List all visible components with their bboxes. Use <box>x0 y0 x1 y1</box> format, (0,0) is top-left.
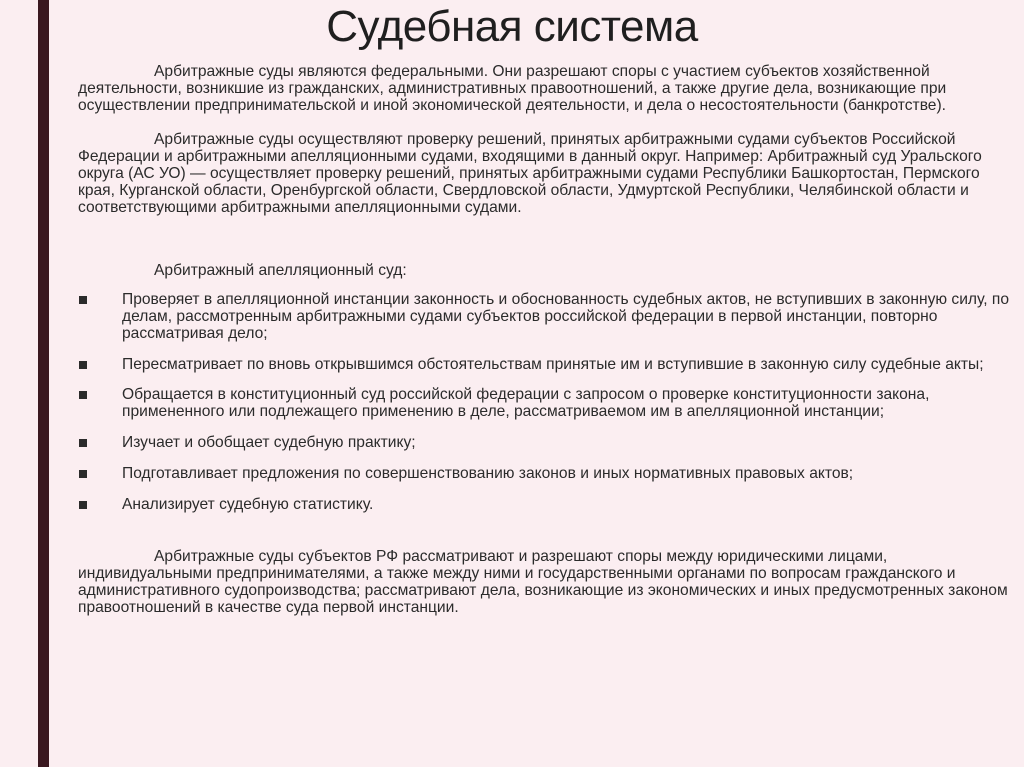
bullet-list <box>78 292 1013 513</box>
section-heading: Арбитражный апелляционный суд: <box>154 262 407 280</box>
paragraph-lead: Арбитражные суды субъектов РФ <box>154 548 399 566</box>
list-item: Обращается в конституционный суд российской федерации с запросом о проверке конституционности закона, примененного или подлежащего применению в деле, рассматриваемом им в апелляционной инстанции; <box>78 387 1013 421</box>
content-body <box>78 64 1013 617</box>
bullet-square-icon <box>79 501 87 509</box>
paragraph-regional-courts <box>78 549 1013 616</box>
paragraph-review <box>78 132 1013 216</box>
bullet-square-icon <box>79 470 87 478</box>
list-item: Проверяет в апелляционной инстанции законность и обоснованность судебных актов, не вступивших в законную силу, по делам, рассмотренным арбитражными судами субъектов российской федерации в первой инстанции, повторно рассматривая дело; <box>78 292 1013 342</box>
paragraph-text: являются федеральными. Они разрешают споры с участием субъектов хозяйственной деятельности, возникшие из гражданских, административных правоотношений, а также другие дела, возникающие при осуществлении предпринимательской и иной экономической деятельности, и дела о несостоятельности (банкротстве). <box>78 63 947 114</box>
left-accent-bar <box>38 0 49 767</box>
paragraph-text: Арбитражные суды осуществляют проверку решений, принятых арбитражными судами субъектов Российской Федерации и арбитражными апелляционными судами, входящими в данный округ. Например: Арбитражный суд Уральского округа (АС УО) — осуществляет проверку решений, принятых арбитражными судами Республики Башкортостан, Пермского края, Курганской области, Оренбургской области, Свердловской области, Удмуртской Республики, Челябинской области и соответствующими арбитражными апелляционными судами. <box>78 131 982 216</box>
list-item: Изучает и обобщает судебную практику; <box>78 435 1013 452</box>
page-title: Судебная система <box>326 2 698 51</box>
bullet-square-icon <box>79 391 87 399</box>
bullet-square-icon <box>79 296 87 304</box>
list-item: Пересматривает по вновь открывшимся обстоятельствам принятые им и вступившие в законную силу судебные акты; <box>78 357 1013 374</box>
paragraph-text: рассматривают и разрешают споры между юридическими лицами, индивидуальными предпринимателями, а также между ними и государственными органами по вопросам гражданского и административного судопроизводства; рассматривают дела, возникающие из экономических и иных предусмотренных законом правоотношений в качестве суда первой инстанции. <box>78 548 1008 616</box>
paragraph-lead: Арбитражные суды <box>154 63 294 80</box>
list-item: Анализирует судебную статистику. <box>78 497 1013 514</box>
bullet-square-icon <box>79 439 87 447</box>
bullet-square-icon <box>79 361 87 369</box>
paragraph-arbitration-courts <box>78 64 1013 114</box>
list-item: Подготавливает предложения по совершенствованию законов и иных нормативных правовых актов; <box>78 466 1013 483</box>
